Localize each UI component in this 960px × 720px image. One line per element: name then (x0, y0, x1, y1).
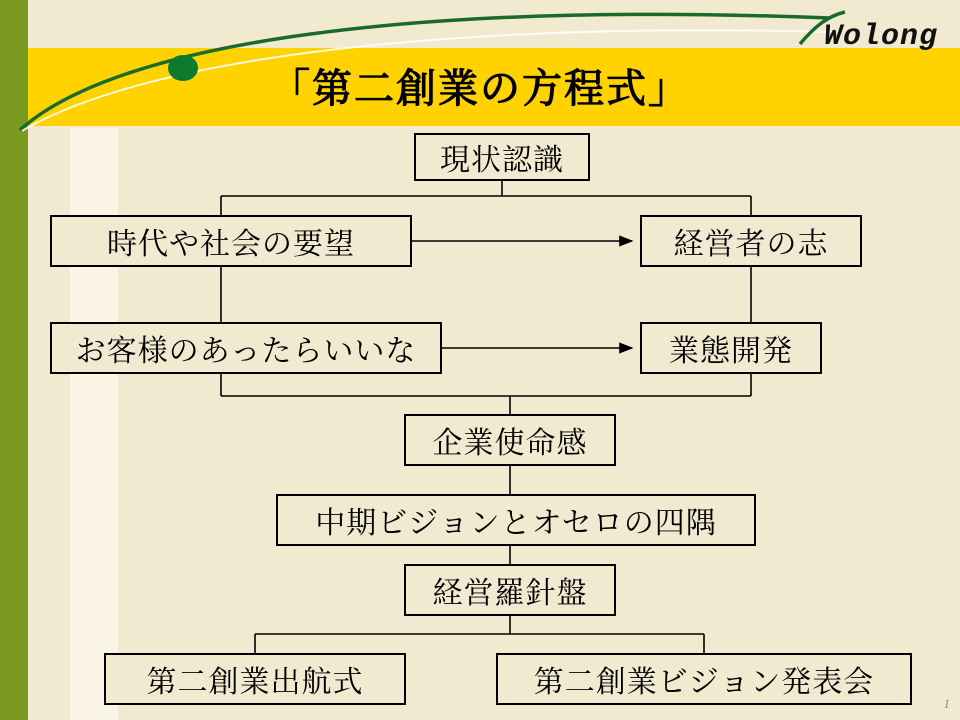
flow-node-label: 業態開発 (669, 335, 793, 368)
flow-node (496, 653, 912, 705)
flow-node-label: 中期ビジョンとオセロの四隅 (315, 507, 717, 540)
flow-node-label: お客様のあったらいいな (75, 335, 417, 368)
flow-node (276, 494, 756, 546)
flow-node-label: 第二創業ビジョン発表会 (533, 666, 875, 699)
flow-node (414, 133, 590, 181)
flow-node (50, 322, 442, 374)
flow-node (404, 414, 616, 466)
flow-node-label: 第二創業出航式 (146, 666, 364, 699)
flow-node (104, 653, 406, 705)
flow-node (404, 564, 616, 616)
flow-node-label: 経営羅針盤 (432, 577, 588, 610)
page-title: 「第二創業の方程式」 (270, 67, 690, 111)
brand-wordmark: Wolong (823, 20, 938, 54)
flow-node (640, 215, 862, 267)
flow-node (50, 215, 412, 267)
flow-node-label: 現状認識 (440, 144, 564, 177)
page-number: 1 (943, 696, 950, 711)
flow-node-label: 企業使命感 (432, 427, 588, 460)
flow-node-label: 時代や社会の要望 (107, 228, 355, 261)
flow-node-label: 経営者の志 (673, 228, 829, 261)
flow-node (640, 322, 822, 374)
